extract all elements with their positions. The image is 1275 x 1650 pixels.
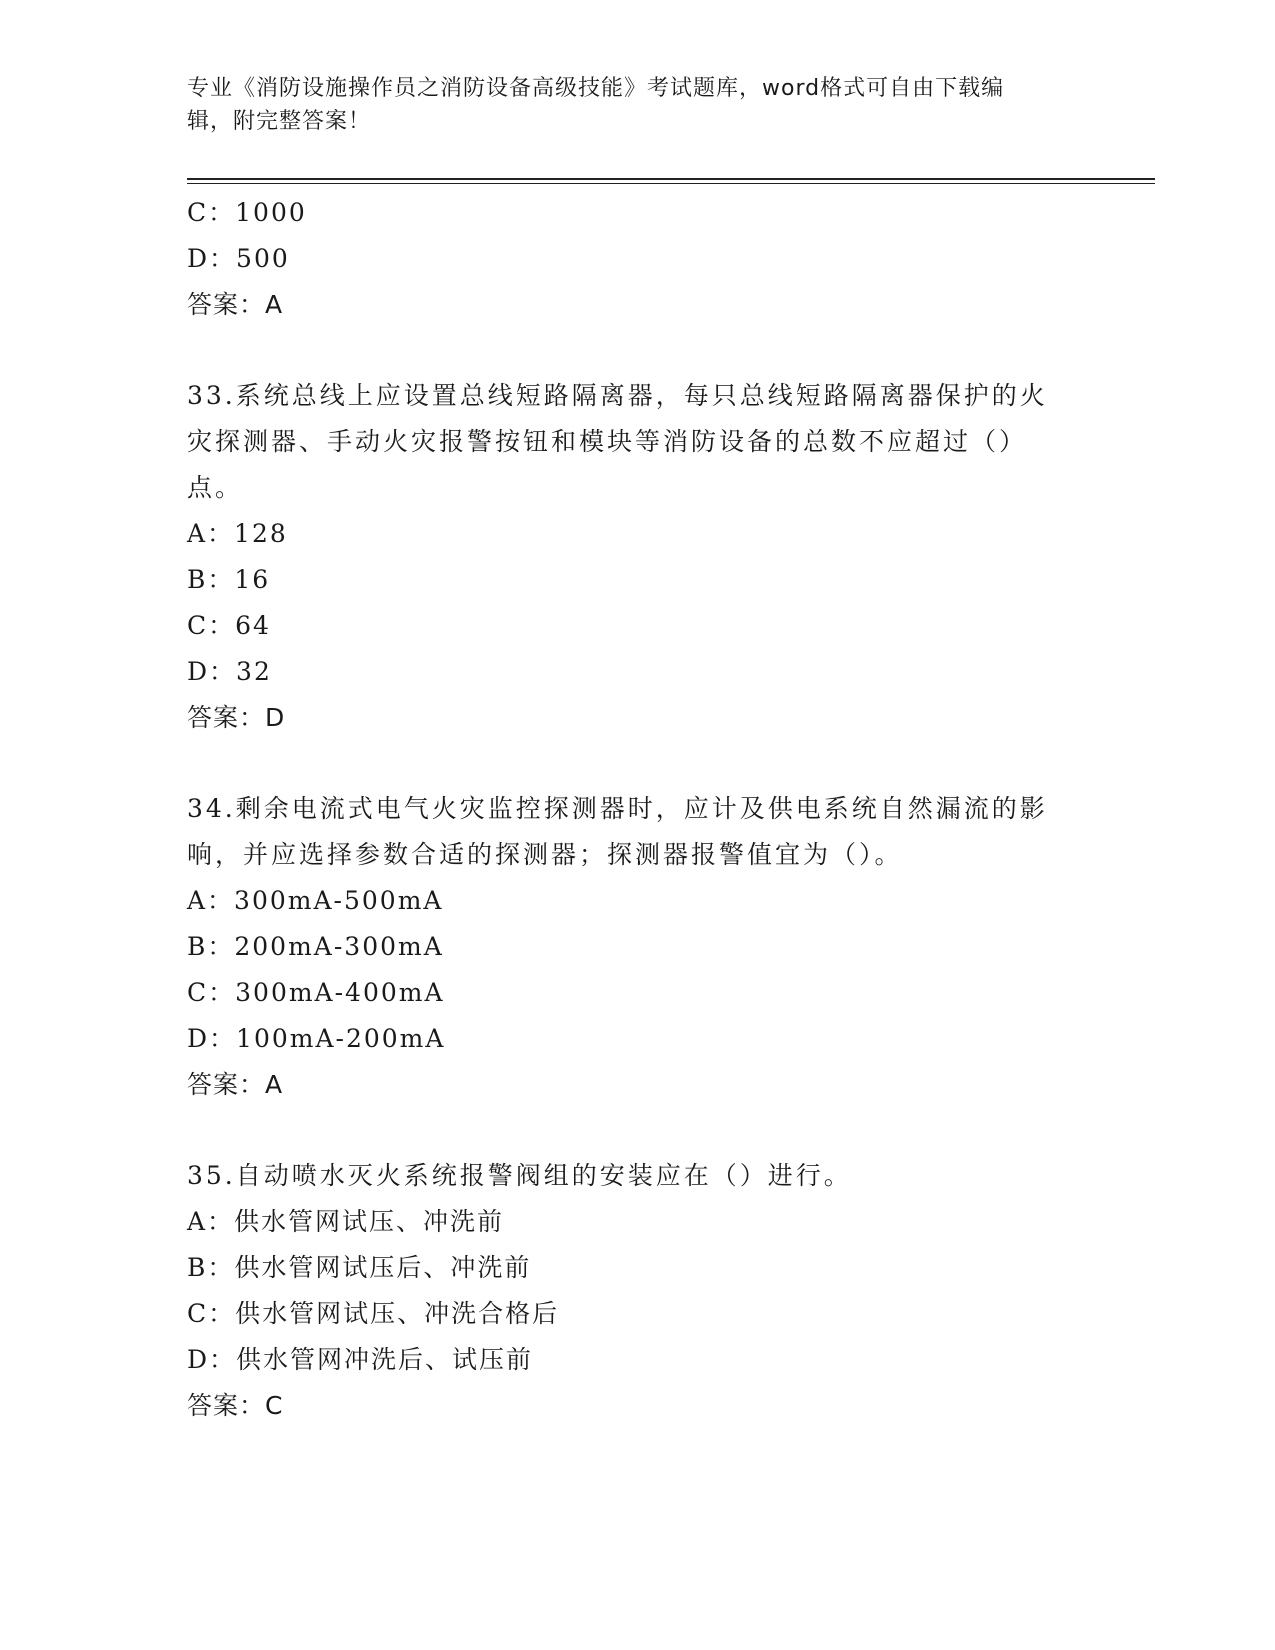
question-stem: 34.剩余电流式电气火灾监控探测器时，应计及供电系统自然漏流的影 — [187, 794, 1048, 823]
spacer — [187, 741, 1087, 786]
answer-label: 答案：D — [187, 703, 286, 732]
header-line-1: 专业《消防设施操作员之消防设备高级技能》考试题库，word格式可自由下载编 — [187, 76, 1005, 101]
spacer — [187, 1108, 1087, 1153]
question-block-prev — [187, 190, 1087, 328]
option-b: B：供水管网试压后、冲洗前 — [187, 1253, 532, 1282]
question-stem: 33.系统总线上应设置总线短路隔离器，每只总线短路隔离器保护的火 — [187, 381, 1048, 410]
option-c: C：300mA-400mA — [187, 978, 445, 1007]
header-divider-thick — [187, 178, 1155, 180]
question-stem: 灾探测器、手动火灾报警按钮和模块等消防设备的总数不应超过（） — [187, 427, 1028, 456]
option-b: B：200mA-300mA — [187, 932, 444, 961]
option-a: A：300mA-500mA — [187, 886, 444, 915]
option-c: C：1000 — [187, 198, 307, 227]
answer-label: 答案：A — [187, 290, 284, 319]
option-c: C：64 — [187, 611, 271, 640]
question-stem: 点。 — [187, 473, 244, 502]
header-divider-thin — [187, 183, 1155, 184]
option-b: B：16 — [187, 565, 271, 594]
answer-label: 答案：A — [187, 1070, 284, 1099]
answer-label: 答案：C — [187, 1391, 284, 1420]
spacer — [187, 328, 1087, 373]
question-list — [187, 190, 1087, 1429]
option-d: D：32 — [187, 657, 272, 686]
document-header — [187, 72, 1067, 138]
question-block-34 — [187, 786, 1087, 1108]
option-c: C：供水管网试压、冲洗合格后 — [187, 1299, 560, 1328]
question-stem: 35.自动喷水灭火系统报警阀组的安装应在（）进行。 — [187, 1161, 852, 1190]
question-block-35 — [187, 1153, 1087, 1429]
option-a: A：供水管网试压、冲洗前 — [187, 1207, 505, 1236]
question-stem: 响，并应选择参数合适的探测器；探测器报警值宜为（）。 — [187, 840, 903, 869]
option-a: A：128 — [187, 519, 288, 548]
option-d: D：500 — [187, 244, 290, 273]
question-block-33 — [187, 373, 1087, 741]
option-d: D：100mA-200mA — [187, 1024, 446, 1053]
option-d: D：供水管网冲洗后、试压前 — [187, 1345, 534, 1374]
header-line-2: 辑，附完整答案！ — [187, 109, 372, 134]
